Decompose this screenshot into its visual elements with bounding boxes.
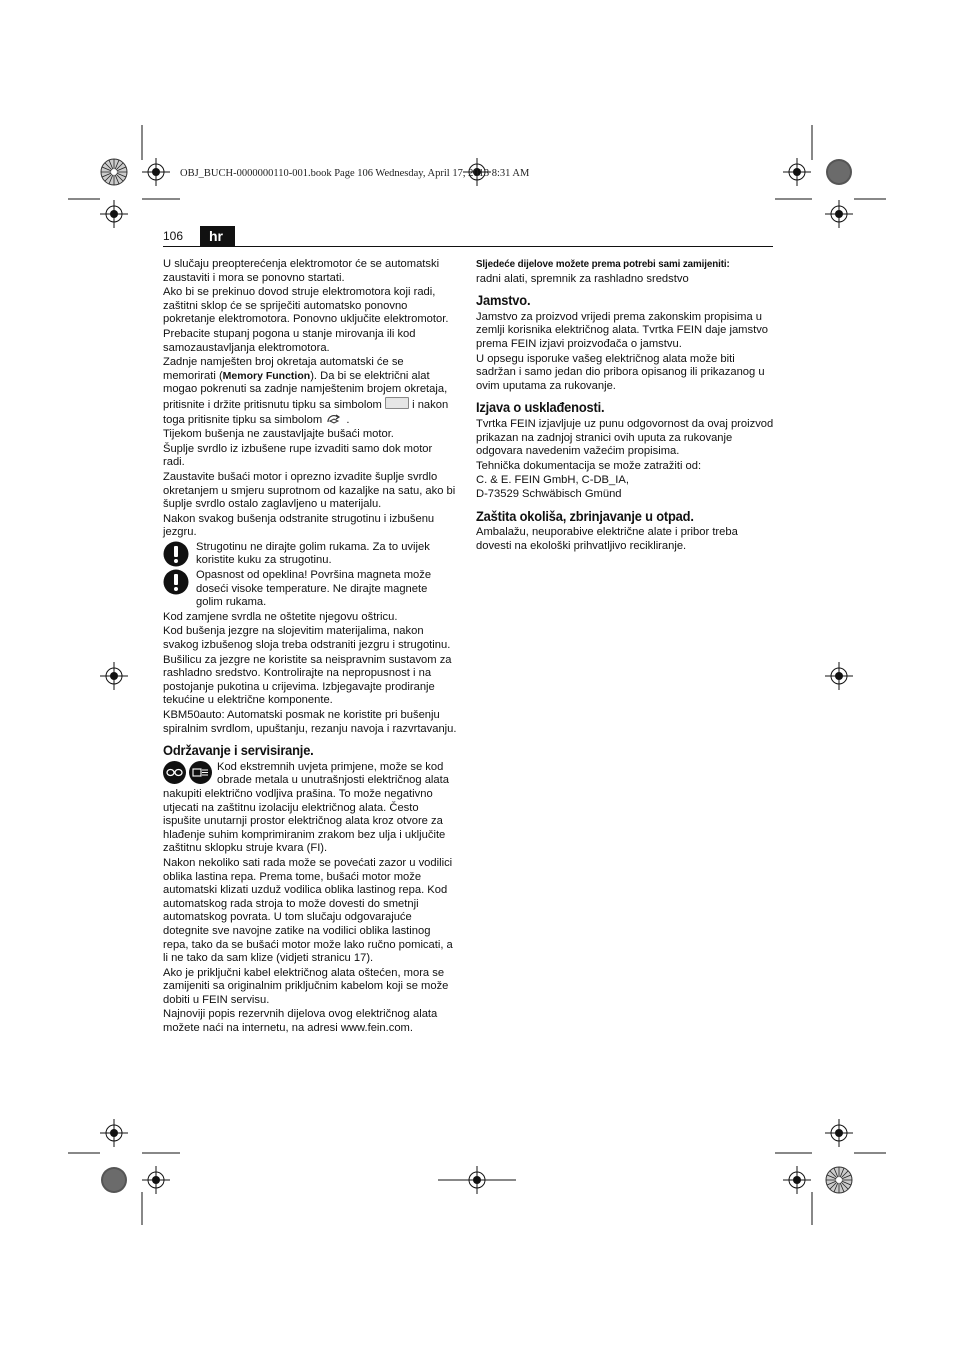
paragraph-chips: Nakon svakog bušenja odstranite strugotinu i izbušenu jezgru. [163, 512, 435, 539]
memory-text-b: ). Da bi se električni alat mogao pokrenuti sa zadnje namještenim brojem okretaja, pritisnite i držite pritisnutu tipku sa simbolom [163, 369, 448, 411]
goggles-icon [163, 761, 186, 784]
paragraph-warranty-1: Jamstvo za proizvod vrijedi prema zakonskim propisima u zemlji korisnika električnog alata. Tvrtka FEIN daje jamstvo prema FEIN izjavi proizvođača o jamstvu. [476, 310, 769, 350]
paragraph-kbm50auto: KBM50auto: Automatski posmak ne koristite pri bušenju spiralnim svrdlom, upuštanju, rezanju navoja i razvrtavanju. [163, 709, 457, 735]
memory-text-c: i nakon toga pritisnite tipku sa simbolom [163, 398, 449, 426]
paragraph-cable: Ako je priključni kabel električnog alata oštećen, mora se zamijeniti sa originalnim priključnim kabelom koji se može dobiti u FEIN servisu. [163, 966, 449, 1006]
heading-environment: Zaštita okoliša, zbrinjavanje u otpad. [476, 507, 694, 524]
paragraph-cutting-edge: Kod zamjene svrdla ne oštetite njegovu oštricu. [163, 610, 398, 623]
parts-text: radni alati, spremnik za rashladno sredstvo [476, 272, 689, 285]
paragraph-spare-parts: Najnoviji popis rezervnih dijelova ovog električnog alata možete naći na internetu, na adresi www.fein.com. [163, 1008, 438, 1035]
left-column [163, 258, 457, 1037]
paragraph-overload: U slučaju preopterećenja elektromotor će se automatski zaustaviti i mora se ponovno startati. [163, 258, 440, 284]
paragraph-remove-drill: Šuplje svrdlo iz izbušene rupe izvaditi samo dok motor radi. [163, 442, 433, 469]
memory-text-a: Zadnje namješten broj okretaja automatski će se memorirati ( [163, 356, 404, 382]
right-column [476, 258, 776, 554]
paragraph-memory-function [163, 356, 457, 427]
heading-conformity: Izjava o usklađenosti. [476, 399, 605, 416]
paragraph-no-stop: Tijekom bušenja ne zaustavljajte bušaći motor. [163, 428, 394, 441]
file-header-line: OBJ_BUCH-0000000110-001.book Page 106 Wednesday, April 17, 2013 8:31 AM [180, 168, 530, 179]
paragraph-layered: Kod bušenja jezgre na slojevitim materijalima, nakon svakog izbušenog sloja treba odstraniti jezgru i strugotinu. [163, 625, 451, 652]
address-line-2: D-73529 Schwäbisch Gmünd [476, 487, 622, 500]
maintenance-icons [163, 761, 213, 787]
header-rule [163, 246, 773, 247]
drill-rotation-icon [325, 413, 343, 425]
heading-maintenance: Održavanje i servisiranje. [163, 742, 314, 759]
warning-burn-text: Opasnost od opeklina! Površina magneta može doseći visoke temperature. Ne dirajte magnete golim rukama. [196, 569, 432, 609]
paragraph-environment: Ambalažu, neuporabive električne alate i pribor treba dovesti na ekološki prihvatljivo recikliranje. [476, 526, 738, 552]
paragraph-idle: Prebacite stupanj pogona u stanje mirovanja ili kod samozaustavljanja elektromotora. [163, 327, 416, 354]
maintenance-block [163, 761, 457, 1036]
parts-heading: Sljedeće dijelove možete prema potrebi sami zamijeniti: [476, 259, 730, 270]
paragraph-power-cut: Ako bi se prekinuo dovod struje elektromotora koji radi, zaštitni sklop će se spriječiti automatsko ponovno pokretanje elektromotora. Ponovno uključite elektromotor. [163, 286, 449, 326]
paragraph-stuck-drill: Zaustavite bušaći motor i oprezno izvadite šuplje svrdlo okretanjem u smjeru suprotnom od kazaljke na satu, ako bi šuplje svrdlo ostalo zaglavljeno u materijalu. [163, 470, 456, 511]
memory-text-d: . [346, 413, 350, 426]
paragraph-coolant: Bušilicu za jezgre ne koristite sa neispravnim sustavom za rashladno sredstvo. Kontrolirajte na nepropusnost i na postojanje pukotina u crijevima. Izbjegavajte prodiranje tekućine u električne komponente. [163, 653, 452, 707]
page-number: 106 [163, 229, 184, 243]
paragraph-dovetail: Nakon nekoliko sati rada može se povećati zazor u vodilici oblika lastina repa. Prema tome, bušaći motor može automatski klizati uzduž vodilica oblika lastinog repa. Kod automatskog rada stroja to može dovesti do smetnji automatskog povrata. U tom slučaju odgovarajuće dotegnite sve navojne zatike na vodilici oblika lastinog repa, tako da se bušaći motor može lako ručno pomicati, a li ne tako da sam klize (vidjeti stranicu 17). [163, 856, 453, 965]
exclamation-icon [163, 569, 189, 595]
warning-chips-text: Strugotinu ne dirajte golim rukama. Za to uvijek koristite kuku za strugotinu. [196, 540, 430, 567]
paragraph-conformity-2: Tehnička dokumentacija se može zatražiti od: [476, 459, 702, 472]
language-badge: hr [200, 226, 235, 246]
paragraph-warranty-2: U opsegu isporuke vašeg električnog alata može biti sadržan i samo jedan dio pribora opisanog ili prikazanog u ovim uputama za rukovanje. [476, 352, 765, 392]
compressed-air-icon [189, 761, 212, 784]
warning-chips [163, 541, 457, 568]
paragraph-conductive-dust: Kod ekstremnih uvjeta primjene, može se kod obrade metala u unutrašnjosti električnog alata nakupiti električno vodljiva prašina. To može negativno utjecati na zaštitnu izolaciju električnog alata. Često ispušite unutarnji prostor električnog alata kroz otvore za hlađenje suhim komprimiranim zrakom bez ulja i uključite zaštitnu sklopku struje kvara (FI). [163, 760, 449, 855]
exclamation-icon [163, 541, 189, 567]
address-line-1: C. & E. FEIN GmbH, C-DB_IA, [476, 474, 629, 487]
memory-function-term: Memory Function [222, 369, 311, 382]
warning-burn [163, 569, 457, 610]
key-button-icon [385, 397, 409, 409]
paragraph-conformity-1: Tvrtka FEIN izjavljuje uz punu odgovornost da ovaj proizvod prikazan na zadnjoj stranici ovih uputa za rukovanje odgovara navedenim važećim propisima. [476, 417, 774, 458]
heading-warranty: Jamstvo. [476, 292, 531, 309]
